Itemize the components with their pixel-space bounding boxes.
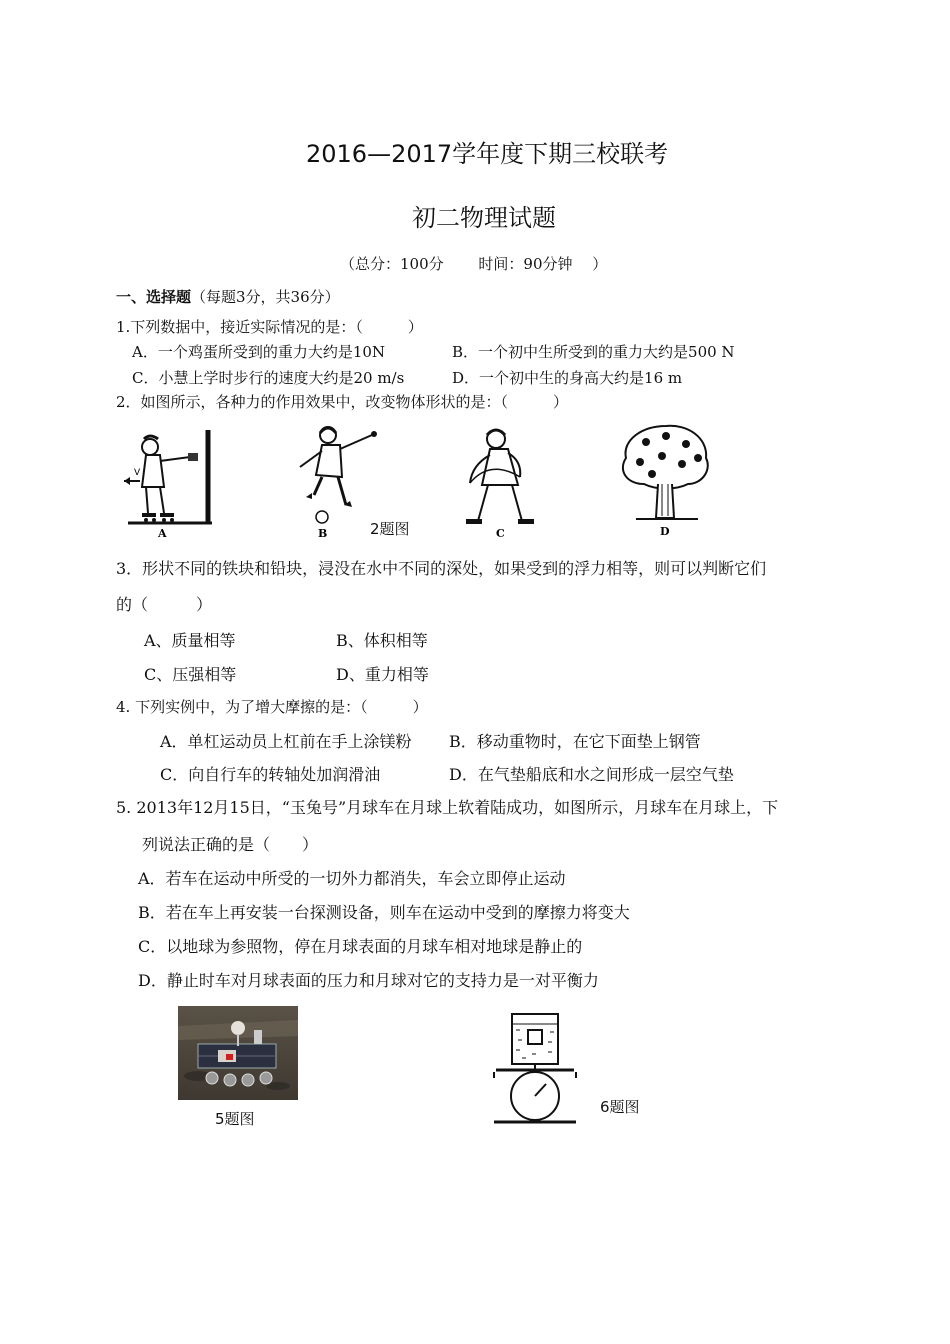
q3-stem-line1: 3．形状不同的铁块和铅块，浸没在水中不同的深处，如果受到的浮力相等，则可以判断它们 bbox=[116, 559, 767, 578]
q3-option-b: B、体积相等 bbox=[336, 631, 428, 650]
q1-option-b: B．一个初中生所受到的重力大约是500 N bbox=[452, 343, 735, 361]
q1-option-c: C．小慧上学时步行的速度大约是20 m/s bbox=[132, 369, 405, 387]
q2-arrow-label: V bbox=[134, 468, 141, 478]
q3-option-d: D、重力相等 bbox=[336, 665, 429, 684]
q3-stem-line2: 的（ ） bbox=[116, 595, 213, 614]
exam-subtitle: 初二物理试题 bbox=[412, 204, 556, 232]
section-note: （每题3分，共36分） bbox=[191, 288, 340, 306]
q2-figure-c bbox=[460, 425, 545, 540]
q5-stem-line1: 5. 2013年12月15日，“玉兔号”月球车在月球上软着陆成功，如图所示，月球车在月球上，下 bbox=[116, 798, 779, 817]
section-label: 一、选择题 bbox=[116, 288, 192, 306]
q5-stem-line2: 列说法正确的是（ ） bbox=[142, 835, 319, 854]
q4-option-a: A．单杠运动员上杠前在手上涂镁粉 bbox=[160, 732, 412, 751]
q6-caption: 6题图 bbox=[600, 1098, 640, 1116]
q1-stem: 1.下列数据中，接近实际情况的是：（ ） bbox=[116, 318, 423, 336]
q2-label-b: B bbox=[318, 527, 328, 540]
q4-option-c: C．向自行车的转轴处加润滑油 bbox=[160, 765, 381, 784]
q2-label-d: D bbox=[660, 525, 670, 538]
q3-option-a: A、质量相等 bbox=[144, 631, 236, 650]
q4-option-d: D．在气垫船底和水之间形成一层空气垫 bbox=[449, 765, 734, 784]
section-heading bbox=[116, 286, 340, 307]
q2-figure-a bbox=[120, 425, 220, 540]
q4-stem: 4. 下列实例中，为了增大摩擦的是：（ ） bbox=[116, 698, 428, 716]
q1-option-d: D．一个初中生的身高大约是16 m bbox=[452, 369, 683, 387]
q2-stem: 2．如图所示，各种力的作用效果中，改变物体形状的是：（ ） bbox=[116, 393, 569, 411]
q4-option-b: B．移动重物时，在它下面垫上钢管 bbox=[449, 732, 701, 751]
q5-option-b: B．若在车上再安装一台探测设备，则车在运动中受到的摩擦力将变大 bbox=[138, 903, 630, 922]
exam-meta: （总分：100分 时间：90分钟 ） bbox=[340, 255, 608, 273]
q5-option-d: D．静止时车对月球表面的压力和月球对它的支持力是一对平衡力 bbox=[138, 971, 599, 990]
q5-rover-image bbox=[178, 1006, 298, 1100]
q5-caption: 5题图 bbox=[215, 1110, 255, 1128]
q5-option-a: A．若车在运动中所受的一切外力都消失，车会立即停止运动 bbox=[138, 869, 566, 888]
q1-option-a: A．一个鸡蛋所受到的重力大约是10N bbox=[132, 343, 386, 361]
exam-title: 2016—2017学年度下期三校联考 bbox=[306, 140, 669, 168]
q2-figure-d bbox=[616, 422, 716, 540]
q6-scale-figure bbox=[492, 1008, 582, 1128]
q3-option-c: C、压强相等 bbox=[144, 665, 237, 684]
q2-label-a: A bbox=[158, 527, 167, 540]
q5-option-c: C．以地球为参照物，停在月球表面的月球车相对地球是静止的 bbox=[138, 937, 583, 956]
q2-label-c: C bbox=[496, 527, 505, 540]
q2-caption: 2题图 bbox=[370, 520, 410, 538]
